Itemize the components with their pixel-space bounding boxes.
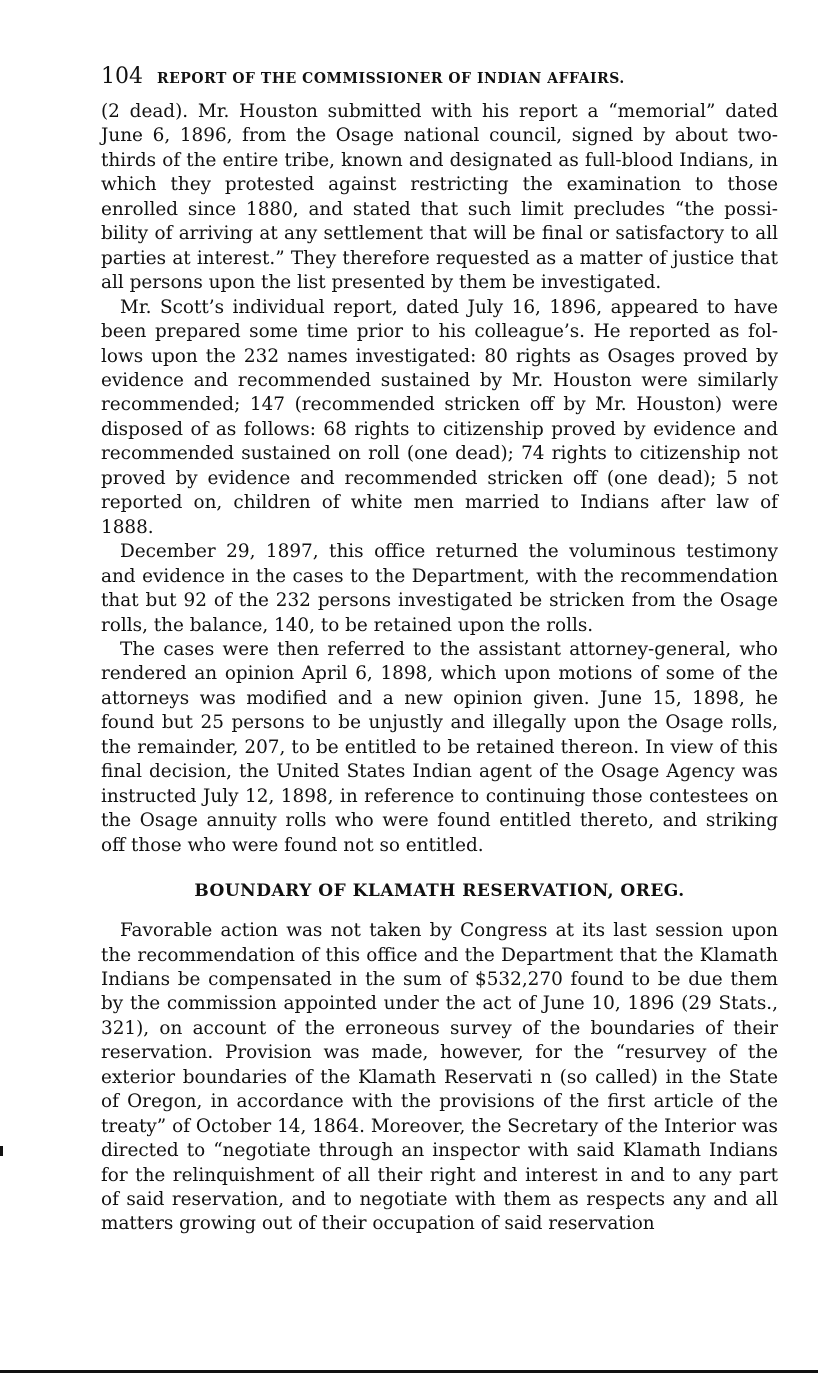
paragraph-attorney-general: The cases were then referred to the assistant attorney-general, who rendered an opinion April 6, 1898, which upon motions of some of the attorneys was modified and a new opinion given. June 15, 1898, he found but 25 persons to be unjustly and illegally upon the Osage rolls, the remainder, 207, to be entitled to be retained thereon. In view of this final decision, the United States Indian agent of the Osage Agency was instructed July 12, 1898, in reference to continuing those contestees on the Osage annuity rolls who were found entitled thereto, and striking off those who were found not so entitled. — [101, 638, 778, 856]
running-header — [101, 64, 778, 100]
document-page — [101, 64, 778, 1237]
header-title: REPORT OF THE COMMISSIONER OF INDIAN AFFAIRS. — [157, 70, 625, 87]
page-number: 104 — [101, 64, 143, 89]
paragraph-december-1897: December 29, 1897, this office returned the voluminous testimony and evidence in the cases to the Department, with the recommendation that but 92 of the 232 persons investigated be stricken from the Osage rolls, the balance, 140, to be retained upon the rolls. — [101, 541, 778, 636]
paragraph-scott-report: Mr. Scott’s individual report, dated July 16, 1896, appeared to have been prepared some time prior to his colleague’s. He reported as follows upon the 232 names investigated: 80 rights as Osages proved by evidence and recommended sustained by Mr. Houston were similarly recommended; 147 (recommended stricken off by Mr. Houston) were disposed of as follows: 68 rights to citizenship proved by evidence and recommended sustained on roll (one dead); 74 rights to citizenship not proved by evidence and recommended stricken off (one dead); 5 not reported on, children of white men married to Indians after law of 1888. — [101, 296, 778, 538]
margin-mark — [0, 1146, 3, 1156]
section-heading: BOUNDARY OF KLAMATH RESERVATION, OREG. — [194, 881, 685, 902]
paragraph-klamath: Favorable action was not taken by Congress at its last session upon the recommendation of this office and the Department that the Klamath Indians be compensated in the sum of $532,270 found to be due them by the commission appointed under the act of June 10, 1896 (29 Stats., 321), on account of the erroneous survey of the boundaries of their reservation. Provision was made, however, for the “resurvey of the exterior boundaries of the Klamath Reservati n (so called) in the State of Oregon, in accordance with the provisions of the first article of the treaty” of October 14, 1864. Moreover, the Secretary of the Interior was directed to “negotiate through an inspector with said Klamath Indians for the relinquishment of all their right and interest in and to any part of said reservation, and to negotiate with them as respects any and all matters growing out of their occupation of said reservation — [101, 920, 778, 1235]
paragraph-continuation: (2 dead). Mr. Houston submitted with his report a “memorial” dated June 6, 1896, from the Osage national council, signed by about two-thirds of the entire tribe, known and designated as full-blood Indians, in which they protested against restricting the examination to those enrolled since 1880, and stated that such limit precludes “the possibility of arriving at any settlement that will be final or satisfactory to all parties at interest.” They therefore requested as a matter of justice that all persons upon the list presented by them be investigated. — [101, 101, 778, 294]
page-bottom-rule — [0, 1370, 818, 1373]
